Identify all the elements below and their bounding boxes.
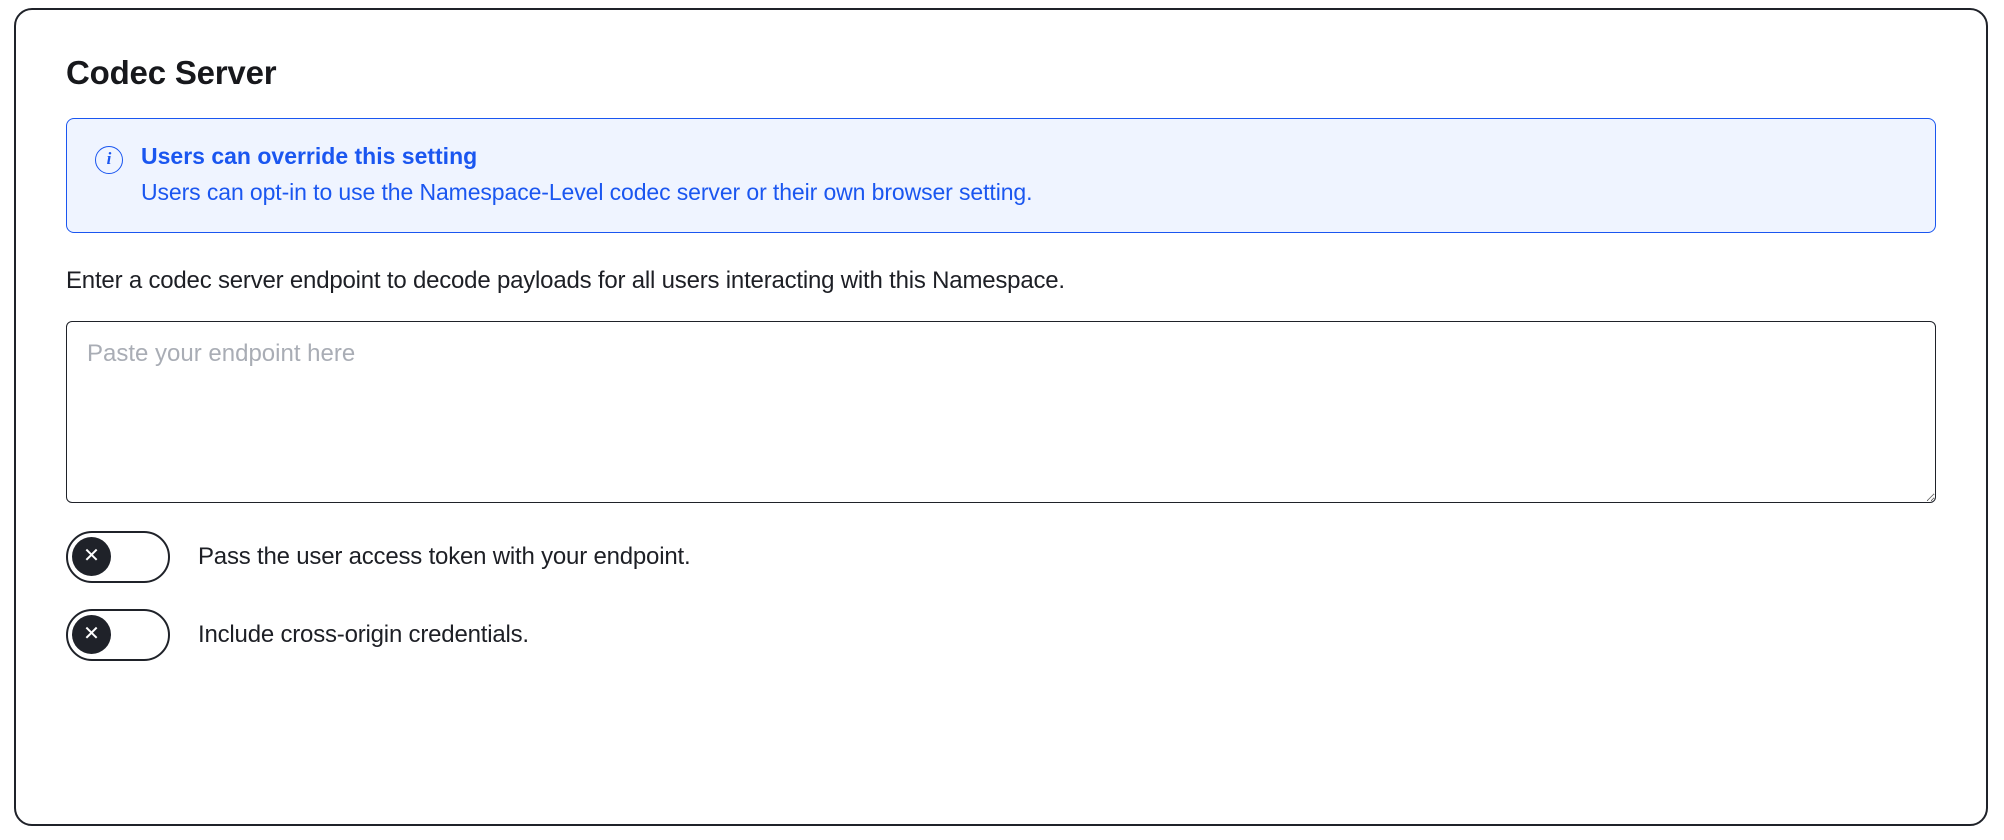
pass-access-token-toggle[interactable] xyxy=(66,531,170,583)
access-token-toggle-row xyxy=(66,531,1936,583)
toggle-knob-off-icon: ✕ xyxy=(72,615,111,654)
pass-access-token-label: Pass the user access token with your endpoint. xyxy=(198,543,691,570)
banner-body: Users can opt-in to use the Namespace-Level codec server or their own browser setting. xyxy=(141,179,1033,205)
banner-title: Users can override this setting xyxy=(141,143,478,169)
endpoint-description: Enter a codec server endpoint to decode payloads for all users interacting with this Namespace. xyxy=(66,267,1065,294)
toggle-knob-off-icon: ✕ xyxy=(72,537,111,576)
override-info-banner xyxy=(66,118,1936,233)
page-title: Codec Server xyxy=(66,54,277,91)
endpoint-input[interactable] xyxy=(66,321,1936,503)
info-icon: i xyxy=(95,146,123,174)
codec-server-card xyxy=(14,8,1988,826)
banner-text-group xyxy=(141,143,1032,206)
cross-origin-toggle-row xyxy=(66,609,1936,661)
include-cross-origin-credentials-toggle[interactable] xyxy=(66,609,170,661)
include-cross-origin-credentials-label: Include cross-origin credentials. xyxy=(198,621,529,648)
